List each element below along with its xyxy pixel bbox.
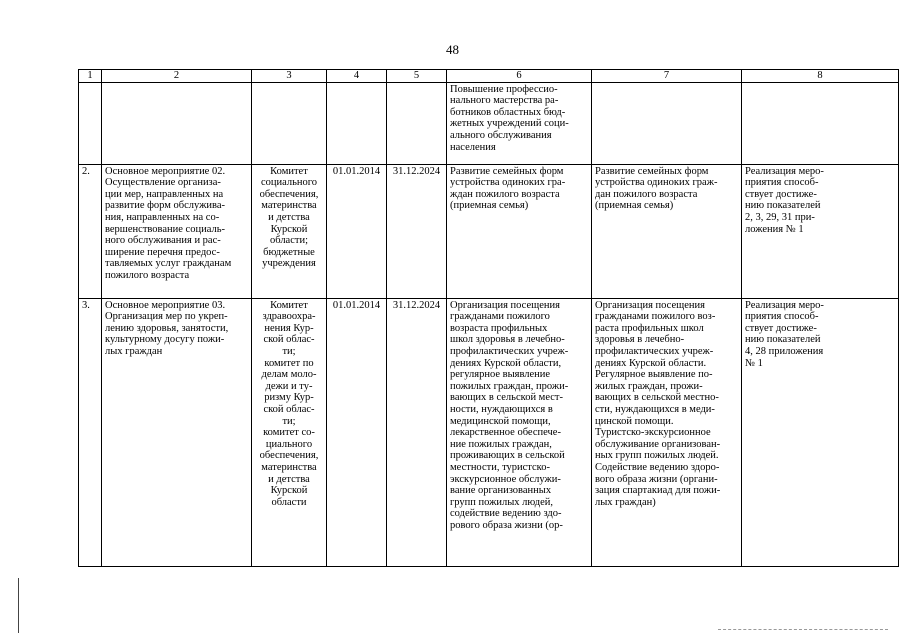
text-line: обеспечения, [259,188,319,200]
header-cell: 4 [327,70,387,83]
indicator-link-cell [742,298,899,566]
text-line: жетных учреждений соци- [450,118,569,130]
text-line: дениях Курской области, [450,357,562,369]
text-line: Организация посещения [595,299,705,311]
text-line: лых граждан) [595,496,656,508]
text-line: профилактических учреж- [595,345,714,357]
text-line: ности, нуждающихся в [450,403,553,415]
text-line: проживающих в сельской [450,450,565,462]
text-line: гражданами пожилого [450,311,550,323]
measure-cell [102,164,252,298]
text-line: учреждения [262,258,316,270]
text-line: групп пожилых людей, [450,496,553,508]
text-line: ской облас- [263,403,315,415]
text-line: жилых граждан, прожи- [595,380,703,392]
text-line: Реализация меро- [745,299,824,311]
text-line: экскурсионное обслужи- [450,473,561,485]
text-line: и детства [268,211,310,223]
text-line: Туристско-экскурсионное [595,427,711,439]
header-row [79,70,899,83]
text-line: Реализация меро- [745,165,824,177]
table-row [79,164,899,298]
text-line: пожилых граждан, прожи- [450,380,569,392]
text-line: лых граждан [105,345,163,357]
header-cell: 1 [79,70,102,83]
text-line: раста профильных школ [595,322,704,334]
text-line: вающих в сельской местно- [595,392,719,404]
text-line: Комитет [270,165,308,177]
executor-text [255,166,323,270]
text-line: ложения № 1 [745,223,804,235]
text-line: Курской [270,485,308,497]
consequence-cell [592,298,742,566]
scan-footer-marks [718,629,888,631]
text-line: социального [260,177,318,189]
text-line: Осуществление организа- [105,177,221,189]
text-line: обеспечения, [259,450,319,462]
text-line: ширение перечня предос- [105,246,220,258]
executor-cell [252,164,327,298]
result-text [450,166,588,212]
text-line: дежи и ту- [265,380,313,392]
consequence-text [595,300,738,509]
end-date: 31.12.2024 [387,164,447,298]
indicator-link-text [745,166,895,236]
text-line: ждан пожилого возраста [450,188,560,200]
start-date: 01.01.2014 [327,298,387,566]
text-line: комитет по [264,357,314,369]
text-line: дениях Курской области. [595,357,707,369]
row-number: 2. [79,164,102,298]
header-cell: 7 [592,70,742,83]
text-line: вого образа жизни (органи- [595,473,718,485]
text-line: Содействие ведению здоро- [595,461,720,473]
end-date: 31.12.2024 [387,298,447,566]
text-line: ных групп пожилых людей. [595,450,719,462]
text-line: рового образа жизни (ор- [450,519,563,531]
table-cell [742,82,899,164]
text-line: 4, 28 приложения [745,345,824,357]
text-line: области; [269,235,309,247]
consequence-cell [592,164,742,298]
text-line: нию показателей [745,334,821,346]
result-cell [447,164,592,298]
measures-table [78,69,899,567]
text-line: гражданами пожилого воз- [595,311,716,323]
text-line: и детства [268,473,310,485]
text-line: материнства [261,461,317,473]
text-line: материнства [261,200,317,212]
page-number: 48 [446,42,459,57]
text-line: циального [265,438,313,450]
indicator-link-cell [742,164,899,298]
text-line: населения [450,141,496,153]
table-cell [387,82,447,164]
text-line: ти; [282,345,296,357]
text-line: устройства одиноких гра- [450,177,566,189]
text-line: области [271,496,307,508]
text-line: ального обслуживания [450,129,552,141]
text-line: вающих в сельской мест- [450,392,563,404]
text-line: развитие форм обслужива- [105,200,225,212]
scan-edge-rule [18,578,19,633]
header-cell: 3 [252,70,327,83]
result-text [450,84,588,154]
text-line: школ здоровья в лечебно- [450,334,565,346]
measure-text [105,166,248,282]
result-text [450,300,588,532]
executor-cell [252,298,327,566]
text-line: ствует достиже- [745,188,817,200]
text-line: вершенствование социаль- [105,223,225,235]
text-line: Повышение профессио- [450,83,558,95]
text-line: здравоохра- [262,311,316,323]
table-row [79,82,899,164]
text-line: культурному досугу пожи- [105,334,225,346]
text-line: здоровья в лечебно- [595,334,685,346]
text-line: ния, направленных на со- [105,211,220,223]
executor-text [255,300,323,509]
text-line: Основное мероприятие 03. [105,299,226,311]
measure-cell [102,298,252,566]
result-cell [447,82,592,164]
text-line: нения Кур- [264,322,314,334]
header-cell: 5 [387,70,447,83]
text-line: сти, нуждающихся в меди- [595,403,715,415]
text-line: ской облас- [263,334,315,346]
header-cell: 8 [742,70,899,83]
text-line: комитет со- [263,427,315,439]
text-line: 2, 3, 29, 31 при- [745,211,815,223]
text-line: нального мастерства ра- [450,95,559,107]
text-line: № 1 [745,357,763,369]
text-line: ного обслуживания и рас- [105,235,221,247]
text-line: устройства одиноких граж- [595,177,718,189]
measure-text [105,300,248,358]
text-line: обслуживание организован- [595,438,721,450]
text-line: ние пожилых граждан, [450,438,552,450]
text-line: местности, туристско- [450,461,550,473]
text-line: вание организованных [450,485,552,497]
text-line: дан пожилого возраста [595,188,698,200]
text-line: нию показателей [745,200,821,212]
text-line: ствует достиже- [745,322,817,334]
text-line: приятия способ- [745,311,819,323]
table-cell [79,82,102,164]
text-line: делам моло- [261,369,317,381]
row-number: 3. [79,298,102,566]
text-line: лекарственное обеспече- [450,427,561,439]
text-line: Развитие семейных форм [595,165,709,177]
text-line: тавляемых услуг гражданам [105,258,232,270]
result-cell [447,298,592,566]
text-line: медицинской помощи, [450,415,551,427]
text-line: зация спартакиад для пожи- [595,485,721,497]
table-cell [592,82,742,164]
text-line: содействие ведению здо- [450,508,562,520]
table-cell [252,82,327,164]
text-line: Развитие семейных форм [450,165,564,177]
text-line: ботников областных бюд- [450,106,566,118]
text-line: цинской помощи. [595,415,674,427]
text-line: Комитет [270,299,308,311]
text-line: ризму Кур- [264,392,314,404]
start-date: 01.01.2014 [327,164,387,298]
header-cell: 6 [447,70,592,83]
text-line: ции мер, направленных на [105,188,224,200]
text-line: (приемная семья) [450,200,529,212]
indicator-link-text [745,300,895,370]
text-line: бюджетные [263,246,315,258]
text-line: ти; [282,415,296,427]
text-line: Курской [270,223,308,235]
text-line: регулярное выявление [450,369,551,381]
text-line: приятия способ- [745,177,819,189]
text-line: Основное мероприятие 02. [105,165,226,177]
text-line: (приемная семья) [595,200,674,212]
text-line: Регулярное выявление по- [595,369,713,381]
header-cell: 2 [102,70,252,83]
text-line: Организация посещения [450,299,560,311]
table-cell [327,82,387,164]
text-line: Организация мер по укреп- [105,311,228,323]
text-line: возраста профильных [450,322,548,334]
text-line: пожилого возраста [105,269,190,281]
table-row [79,298,899,566]
text-line: профилактических учреж- [450,345,569,357]
table-cell [102,82,252,164]
consequence-text [595,166,738,212]
text-line: лению здоровья, занятости, [105,322,229,334]
